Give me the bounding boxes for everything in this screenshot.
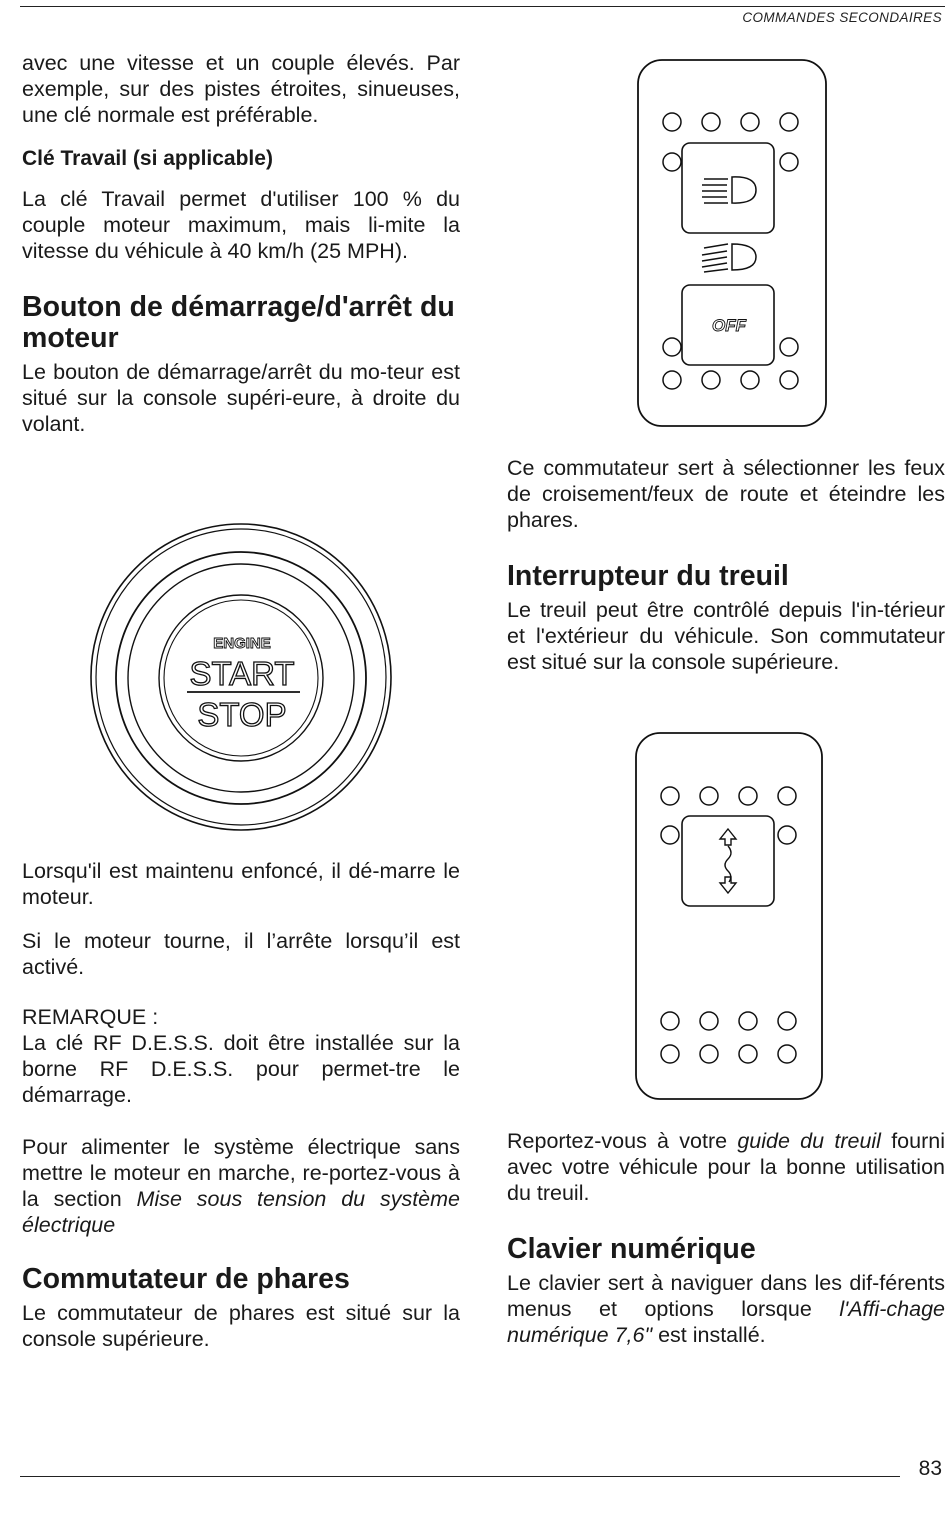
headlight-paragraph: Le commutateur de phares est situé sur la console supérieure. — [22, 1301, 460, 1351]
press-paragraph: Lorsqu'il est maintenu enfoncé, il dé-marre le moteur. — [22, 859, 460, 909]
footer-rule — [20, 1476, 900, 1477]
start-stop-heading: Bouton de démarrage/d'arrêt du moteur — [22, 291, 455, 354]
stop-label: STOP — [197, 696, 287, 733]
keypad-text: Le clavier sert à naviguer dans les dif-férents menus et options lorsque — [507, 1271, 945, 1321]
work-key-heading: Clé Travail (si applicable) — [22, 147, 273, 170]
section-title: COMMANDES SECONDAIRES — [742, 10, 942, 25]
start-stop-paragraph: Le bouton de démarrage/arrêt du mo-teur est situé sur la console supéri-eure, à droite du volant. — [22, 360, 460, 436]
intro-paragraph: avec une vitesse et un couple élevés. Par exemple, sur des pistes étroites, sinueuses, une clé normale est préférable. — [22, 51, 460, 127]
power-link-text: Mise sous tension du système électrique — [22, 1187, 460, 1237]
power-paragraph — [22, 1134, 460, 1238]
remark-label: REMARQUE : — [22, 1005, 159, 1029]
start-label: START — [189, 655, 295, 692]
header-rule — [20, 6, 945, 7]
headlight-heading: Commutateur de phares — [22, 1263, 350, 1295]
headlight-switch-figure — [636, 58, 828, 430]
keypad-paragraph — [507, 1270, 945, 1348]
winch-heading: Interrupteur du treuil — [507, 560, 789, 592]
work-key-paragraph: La clé Travail permet d'utiliser 100 % du couple moteur maximum, mais li-mite la vitesse du véhicule à 40 km/h (25 MPH). — [22, 187, 460, 263]
power-text: Pour alimenter le système électrique sans mettre le moteur en marche, re-portez-vous à la section — [22, 1135, 460, 1211]
running-paragraph: Si le moteur tourne, il l’arrête lorsqu’il est activé. — [22, 929, 460, 979]
winch-ref-paragraph — [507, 1128, 945, 1206]
page-number: 83 — [918, 1457, 942, 1480]
keypad-text-end: est installé. — [652, 1323, 766, 1347]
right-column-lower — [507, 1128, 945, 1348]
start-stop-button-figure — [90, 522, 394, 832]
left-column-lower — [22, 858, 460, 1352]
keypad-heading: Clavier numérique — [507, 1233, 756, 1265]
winch-switch-figure — [634, 731, 824, 1103]
winch-guide-link-text: guide du treuil — [737, 1129, 881, 1153]
winch-in-out-arrows-icon — [720, 829, 736, 893]
winch-paragraph: Le treuil peut être contrôlé depuis l'in-térieur et l'extérieur du véhicule. Son commutateur est situé sur la console supérieure. — [507, 598, 945, 674]
winch-ref-text: Reportez-vous à votre — [507, 1129, 738, 1153]
engine-label: ENGINE — [213, 635, 271, 652]
remark-paragraph: La clé RF D.E.S.S. doit être installée sur la borne RF D.E.S.S. pour permet-tre le démarrage. — [22, 1031, 460, 1107]
left-column — [22, 50, 460, 437]
display-link-text: l'Affi-chage numérique 7,6" — [507, 1297, 945, 1347]
switch-paragraph: Ce commutateur sert à sélectionner les feux de croisement/feux de route et éteindre les phares. — [507, 456, 945, 532]
headlight-beam-icon — [702, 177, 756, 272]
off-label: OFF — [712, 316, 746, 335]
winch-ref-text-end: fourni avec votre véhicule pour la bonne utilisation du treuil. — [507, 1129, 945, 1205]
right-column — [507, 455, 945, 675]
